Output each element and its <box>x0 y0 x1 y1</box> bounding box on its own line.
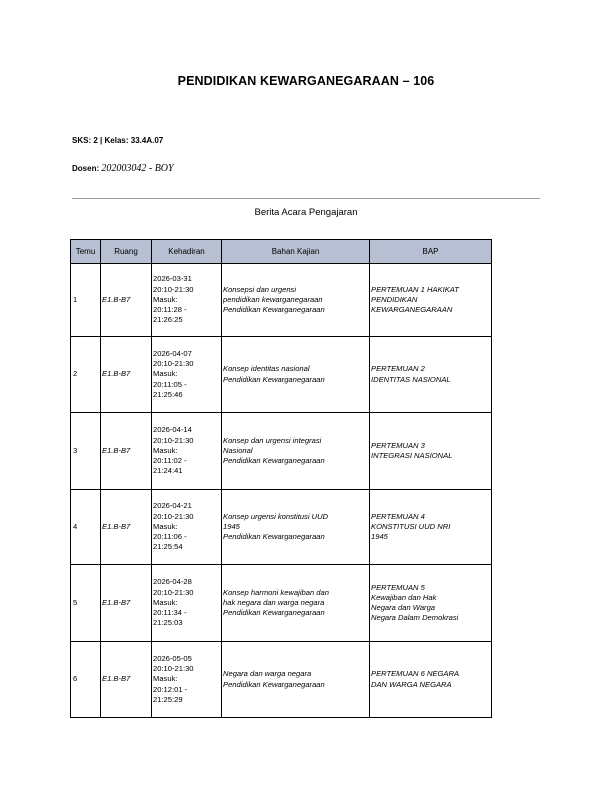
bahan-kajian-cell-line: Konsep urgensi konstitusi UUD <box>223 511 329 521</box>
kehadiran-cell-line: 20:10-21:30 <box>153 284 194 294</box>
bap-cell <box>370 413 492 490</box>
kehadiran-cell-line: Masuk: <box>153 597 178 607</box>
bap-cell <box>370 490 492 565</box>
bahan-kajian-cell-line: Nasional <box>223 445 253 455</box>
ruang-cell: E1.B-B7 <box>101 264 152 337</box>
kehadiran-cell <box>152 337 222 413</box>
kehadiran-cell <box>152 490 222 565</box>
kehadiran-cell-line: 20:10-21:30 <box>153 664 194 674</box>
table-header-row <box>71 240 492 264</box>
bap-cell-line: PERTEMUAN 6 NEGARA <box>371 669 460 679</box>
bahan-kajian-cell-line: Pendidikan Kewarganegaraan <box>223 532 325 542</box>
kehadiran-cell <box>152 565 222 642</box>
lecturer-meta <box>72 163 174 174</box>
bap-cell-line: PERTEMUAN 1 HAKIKAT <box>371 284 459 294</box>
kehadiran-cell-line: 21:24:41 <box>153 466 183 476</box>
kelas-value: 33.4A.07 <box>130 136 164 145</box>
bap-cell <box>370 264 492 337</box>
bahan-kajian-cell-line: Konsep harmoni kewajiban dan <box>223 587 329 597</box>
kehadiran-cell-line: 20:12:01 - <box>153 684 188 694</box>
bap-cell-line: IDENTITAS NASIONAL <box>371 374 451 384</box>
bap-cell-line: PERTEMUAN 4 <box>371 511 425 521</box>
table-row <box>71 413 492 490</box>
kehadiran-cell-line: 20:11:34 - <box>153 608 187 618</box>
page-title: PENDIDIKAN KEWARGANEGARAAN – 106 <box>177 74 435 88</box>
bap-cell-line: Kewajiban dan Hak <box>371 592 437 602</box>
kehadiran-cell-line: Masuk: <box>153 294 178 304</box>
kehadiran-cell-line: 2026-04-21 <box>153 501 192 511</box>
ruang-cell: E1.B-B7 <box>101 490 152 565</box>
bap-cell-line: PENDIDIKAN <box>371 294 418 304</box>
kehadiran-cell-line: Masuk: <box>153 445 178 455</box>
header-temu: Temu <box>71 240 101 264</box>
sks-value: 2 <box>93 136 98 145</box>
bap-cell-line: PERTEMUAN 3 <box>371 440 425 450</box>
bap-cell-line: KONSTITUSI UUD NRI <box>371 521 451 531</box>
kehadiran-cell-line: 20:10-21:30 <box>153 511 194 521</box>
bahan-kajian-cell-line: Pendidikan Kewarganegaraan <box>223 679 325 689</box>
bahan-kajian-cell <box>222 337 370 413</box>
bahan-kajian-cell-line: Konsep dan urgensi integrasi <box>223 435 322 445</box>
bahan-kajian-cell-line: Konsep identitas nasional <box>223 364 310 374</box>
bap-cell-line: 1945 <box>371 532 388 542</box>
bahan-kajian-cell <box>222 264 370 337</box>
header-kehadiran: Kehadiran <box>152 240 222 264</box>
ruang-cell: E1.B-B7 <box>101 642 152 718</box>
temu-cell: 4 <box>71 490 101 565</box>
kehadiran-cell-line: 20:10-21:30 <box>153 587 194 597</box>
bahan-kajian-cell <box>222 490 370 565</box>
kehadiran-cell <box>152 642 222 718</box>
kehadiran-cell-line: 2026-04-28 <box>153 577 192 587</box>
bahan-kajian-cell-line: Pendidikan Kewarganegaraan <box>223 456 325 466</box>
bahan-kajian-cell <box>222 642 370 718</box>
kehadiran-cell-line: 20:10-21:30 <box>153 435 194 445</box>
header-ruang: Ruang <box>101 240 152 264</box>
kehadiran-cell-line: 2026-03-31 <box>153 274 192 284</box>
dosen-value: 202003042 - BOY <box>101 163 174 174</box>
header-bahan-kajian: Bahan Kajian <box>222 240 370 264</box>
attendance-table <box>70 239 492 718</box>
kehadiran-cell-line: 2026-04-07 <box>153 348 192 358</box>
kehadiran-cell-line: 20:10-21:30 <box>153 359 194 369</box>
table-row <box>71 264 492 337</box>
bahan-kajian-cell <box>222 565 370 642</box>
kehadiran-cell-line: 21:26:25 <box>153 315 183 325</box>
bahan-kajian-cell-line: Pendidikan Kewarganegaraan <box>223 608 325 618</box>
kehadiran-cell-line: 2026-05-05 <box>153 653 192 663</box>
kehadiran-cell-line: 20:11:05 - <box>153 379 187 389</box>
kehadiran-cell-line: 20:11:28 - <box>153 305 187 315</box>
dosen-label: Dosen: <box>72 164 100 173</box>
temu-cell: 2 <box>71 337 101 413</box>
bap-cell-line: DAN WARGA NEGARA <box>371 679 452 689</box>
bap-cell-line: KEWARGANEGARAAN <box>371 305 453 315</box>
temu-cell: 1 <box>71 264 101 337</box>
bap-cell-line: Negara dan Warga <box>371 603 436 612</box>
bap-cell-line: PERTEMUAN 2 <box>371 364 425 374</box>
header-bap: BAP <box>370 240 492 264</box>
bahan-kajian-cell <box>222 413 370 490</box>
bap-cell <box>370 565 492 642</box>
kehadiran-cell-line: 21:25:54 <box>153 542 183 552</box>
kehadiran-cell-line: 21:25:46 <box>153 389 183 399</box>
bap-cell-line: INTEGRASI NASIONAL <box>371 451 453 460</box>
sks-label: SKS: <box>72 136 92 145</box>
divider <box>72 198 540 199</box>
bahan-kajian-cell-line: hak negara dan warga negara <box>223 597 325 607</box>
table-row <box>71 490 492 565</box>
bahan-kajian-cell-line: Negara dan warga negara <box>223 669 312 679</box>
table-row <box>71 642 492 718</box>
bap-cell <box>370 642 492 718</box>
bap-cell-line: Negara Dalam Demokrasi <box>371 613 459 623</box>
kelas-label: | Kelas: <box>100 136 129 145</box>
ruang-cell: E1.B-B7 <box>101 337 152 413</box>
course-meta <box>72 136 163 145</box>
bahan-kajian-cell-line: Pendidikan Kewarganegaraan <box>223 374 325 384</box>
bahan-kajian-cell-line: Pendidikan Kewarganegaraan <box>223 305 325 315</box>
temu-cell: 6 <box>71 642 101 718</box>
bap-cell <box>370 337 492 413</box>
ruang-cell: E1.B-B7 <box>101 413 152 490</box>
kehadiran-cell-line: 20:11:06 - <box>153 532 187 542</box>
bahan-kajian-cell-line: 1945 <box>223 521 240 531</box>
kehadiran-cell-line: Masuk: <box>153 369 178 379</box>
kehadiran-cell <box>152 264 222 337</box>
kehadiran-cell-line: Masuk: <box>153 521 178 531</box>
kehadiran-cell-line: 21:25:03 <box>153 618 183 628</box>
temu-cell: 3 <box>71 413 101 490</box>
kehadiran-cell <box>152 413 222 490</box>
kehadiran-cell-line: 20:11:02 - <box>153 456 187 466</box>
table-row <box>71 337 492 413</box>
bahan-kajian-cell-line: pendidikan kewarganegaraan <box>223 294 323 304</box>
bahan-kajian-cell-line: Konsepsi dan urgensi <box>223 284 297 294</box>
kehadiran-cell-line: Masuk: <box>153 674 178 684</box>
temu-cell: 5 <box>71 565 101 642</box>
bap-cell-line: PERTEMUAN 5 <box>371 582 425 592</box>
kehadiran-cell-line: 2026-04-14 <box>153 425 192 435</box>
ruang-cell: E1.B-B7 <box>101 565 152 642</box>
table-row <box>71 565 492 642</box>
kehadiran-cell-line: 21:25:29 <box>153 694 183 704</box>
section-title: Berita Acara Pengajaran <box>254 207 358 218</box>
